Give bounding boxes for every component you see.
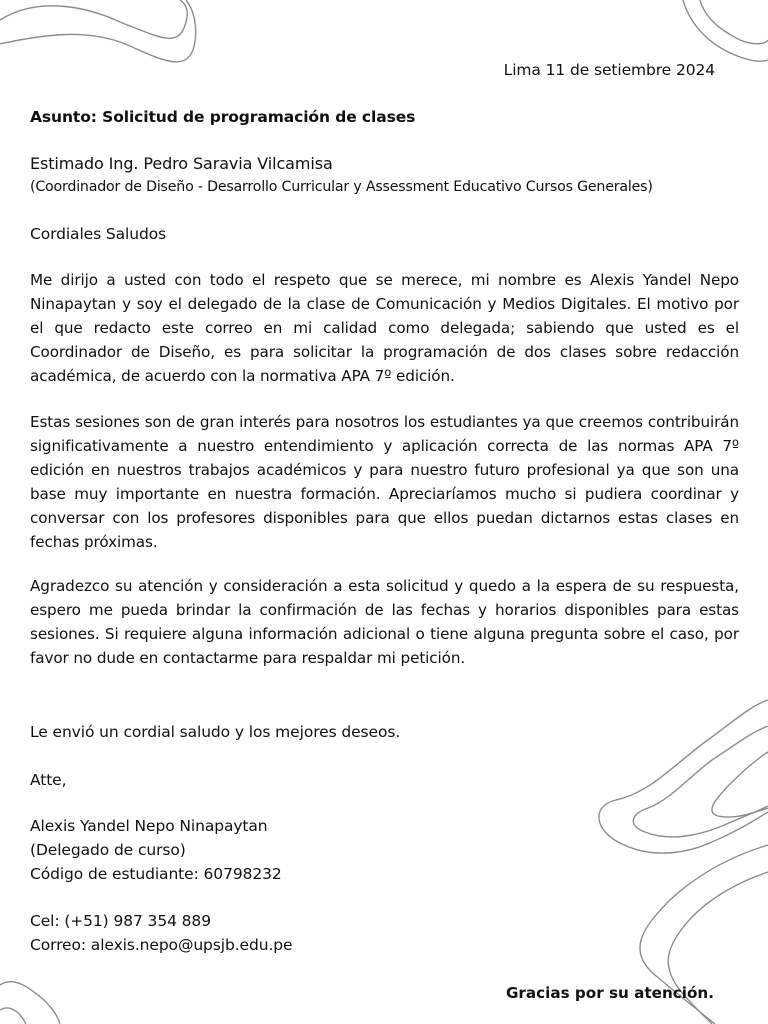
contour-line [712,752,768,817]
contour-line [0,0,196,62]
contour-line [633,726,768,837]
contour-line [0,982,60,1024]
contact-phone: Cel: (+51) 987 354 889 [30,912,211,930]
closing-line: Le envió un cordial saludo y los mejores deseos. [30,723,401,741]
signature-role: (Delegado de curso) [30,841,186,859]
letter-date: Lima 11 de setiembre 2024 [503,61,715,79]
recipient-role: (Coordinador de Diseño - Desarrollo Curricular y Assessment Educativo Cursos Generales) [30,179,653,195]
recipient-greeting: Estimado Ing. Pedro Saravia Vilcamisa [30,154,333,173]
contour-line [0,0,187,38]
sign-off: Atte, [30,771,67,789]
salutation: Cordiales Saludos [30,225,167,243]
contour-line [700,0,768,44]
letter-subject: Asunto: Solicitud de programación de clases [30,108,416,126]
body-paragraph-3: Agradezco su atención y consideración a esta solicitud y quedo a la espera de su respuesta, espero me pueda brindar la confirmación de las fechas y horarios disponibles para estas sesiones. Si requiere alguna información adicional o tiene alguna pregunta sobre el caso, por favor no dude en contactarme para respaldar mi petición. [30,577,739,667]
footer-thanks: Gracias por su atención. [505,984,714,1002]
body-paragraph-1: Me dirijo a usted con todo el respeto que se merece, mi nombre es Alexis Yandel Nepo Ninapaytan y soy el delegado de la clase de Comunicación y Medios Digitales. El motivo por el que redacto este correo en mi calidad como delegada; sabiendo que usted es el Coordinador de Diseño, es para solicitar la programación de dos clases sobre redacción académica, de acuerdo con la normativa APA 7º edición. [30,271,739,385]
contact-email: Correo: alexis.nepo@upsjb.edu.pe [30,936,293,954]
contour-line [599,700,768,853]
signature-name: Alexis Yandel Nepo Ninapaytan [30,817,268,835]
student-code: Código de estudiante: 60798232 [30,865,282,883]
contour-line [0,1008,26,1024]
body-paragraph-2: Estas sesiones son de gran interés para nosotros los estudiantes ya que creemos contribuirán significativamente a nuestro entendimiento y aplicación correcta de las normas APA 7º edición en nuestros trabajos académicos y para nuestro futuro profesional ya que son una base muy importante en nuestra formación. Apreciaríamos mucho si pudiera coordinar y conversar con los profesores disponibles para que ellos puedan dictarnos estas clases en fechas próximas. [30,413,739,551]
contour-line [683,0,768,61]
